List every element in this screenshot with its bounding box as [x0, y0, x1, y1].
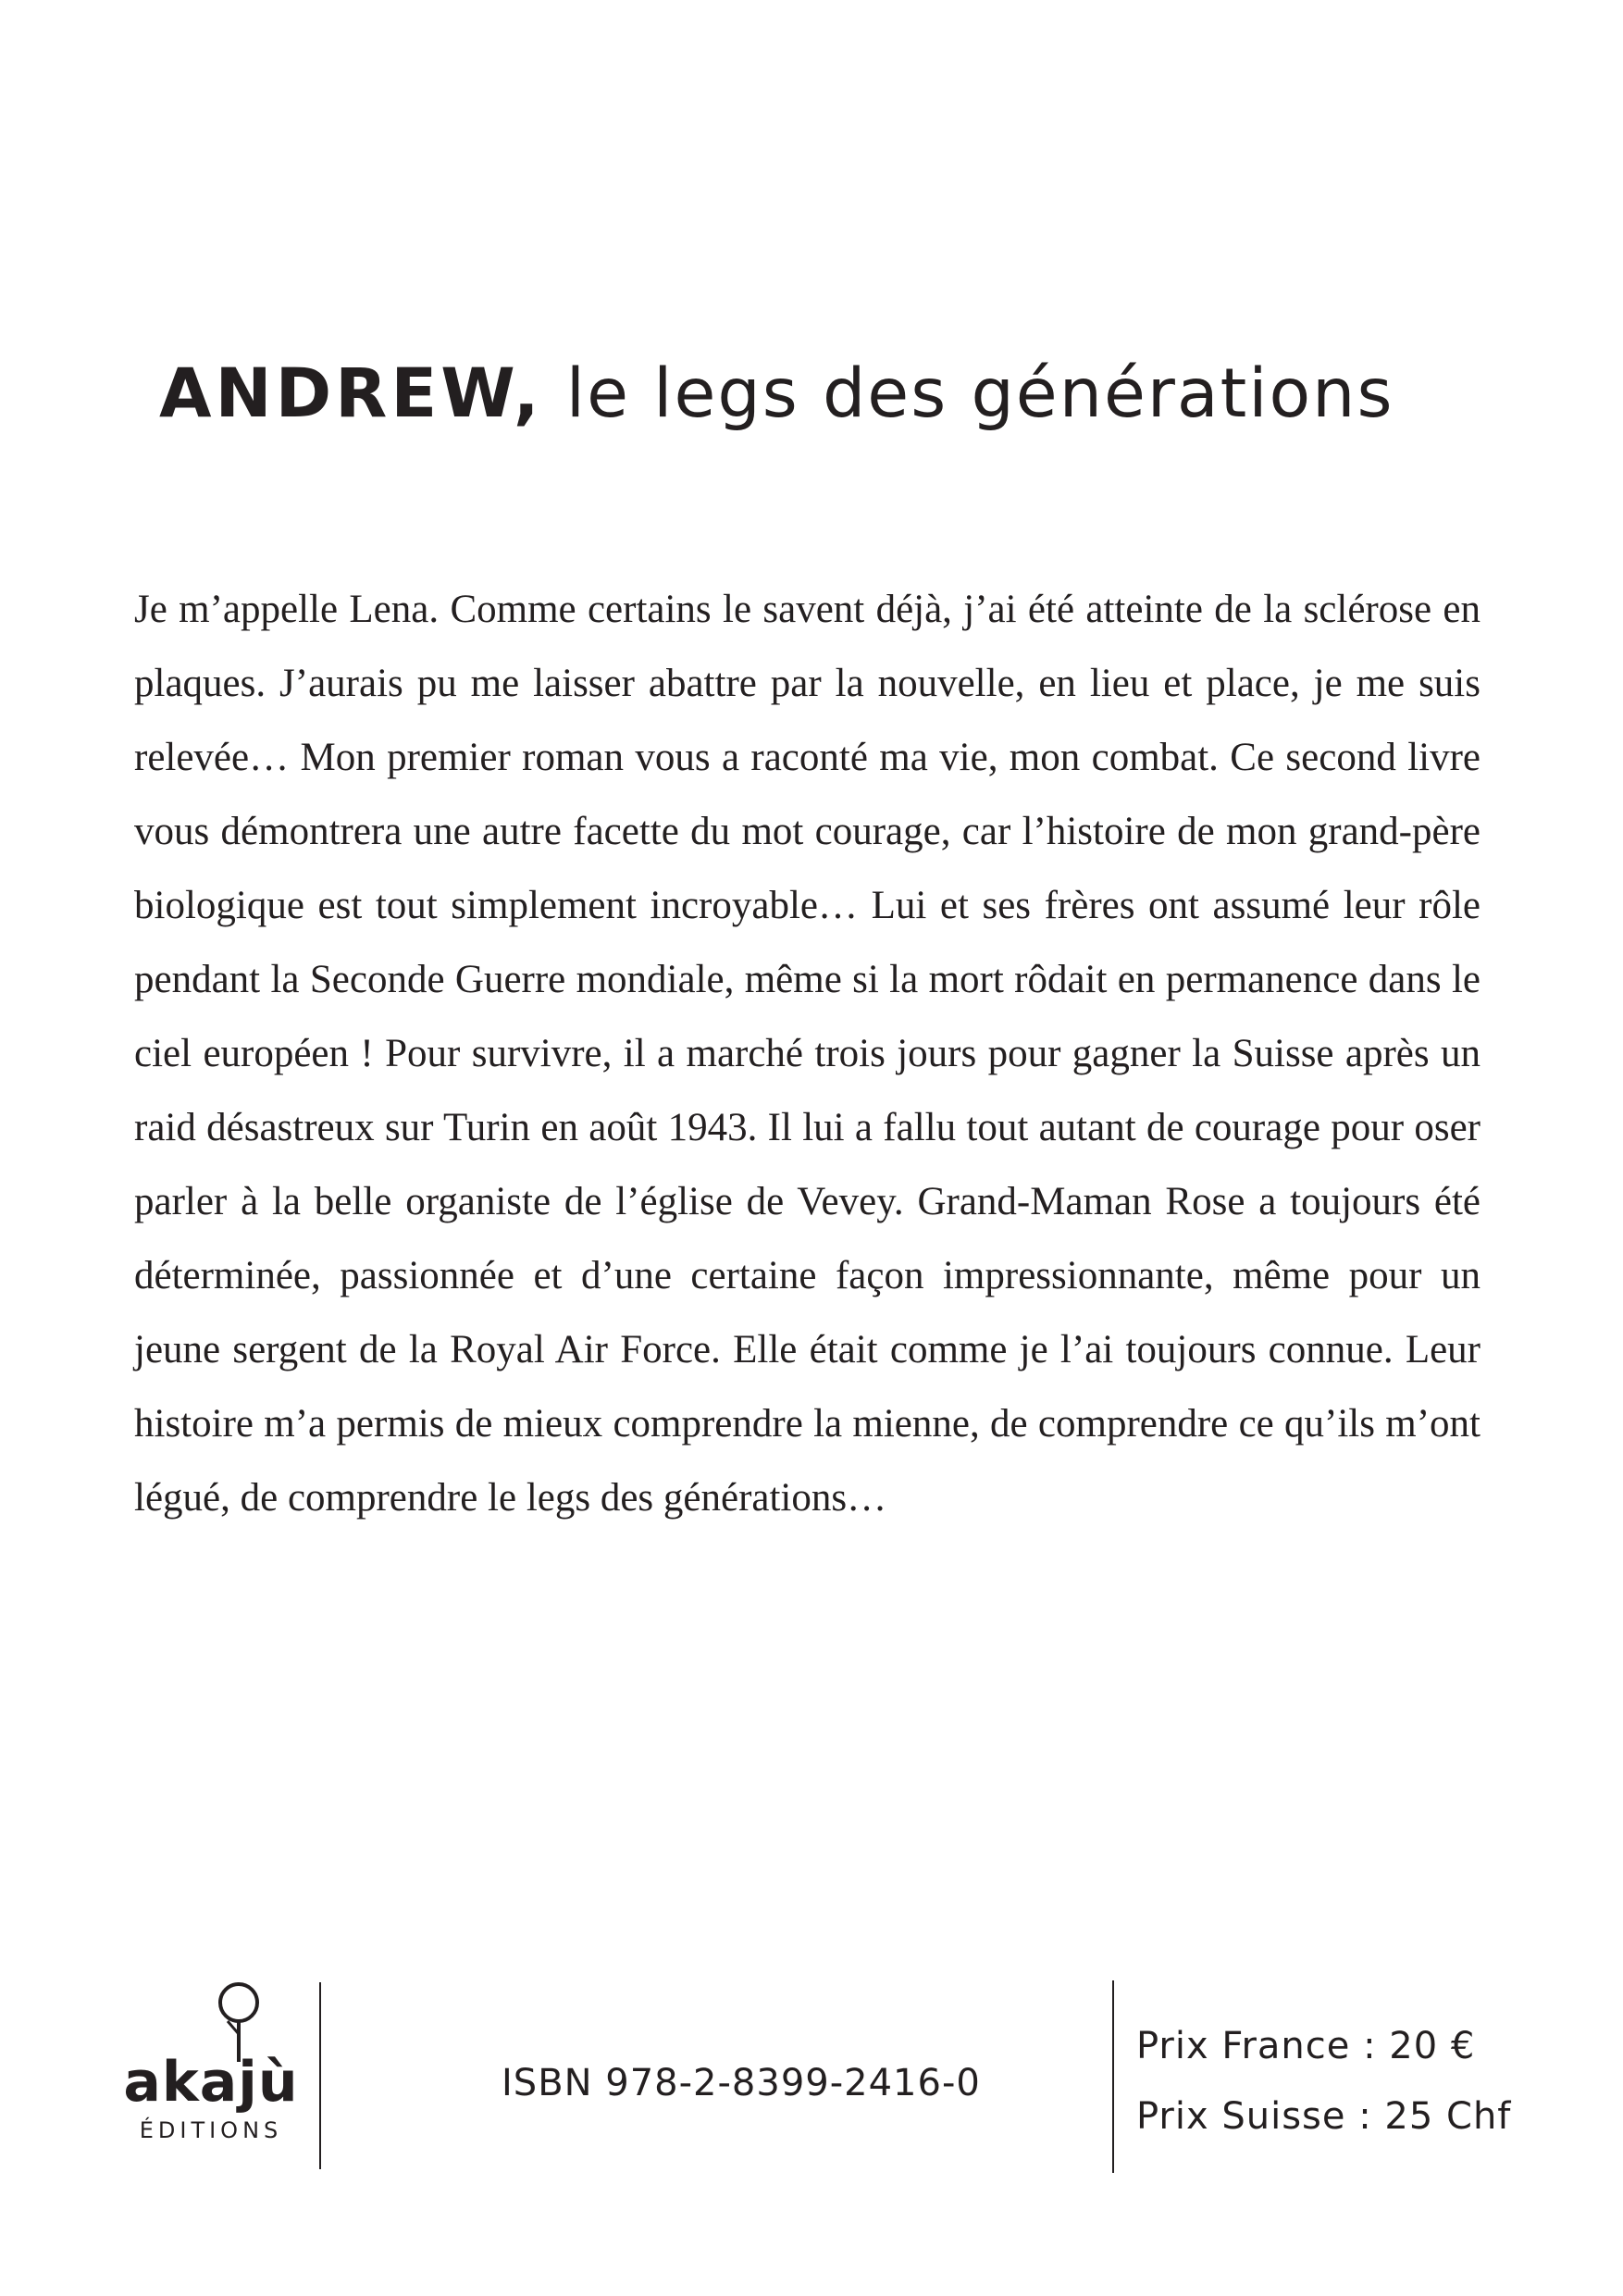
- divider-right: [1112, 1980, 1114, 2173]
- publisher-logo: [118, 1980, 315, 2184]
- divider-left: [319, 1982, 321, 2169]
- book-title: [159, 354, 1394, 435]
- title-name: ANDREW,: [159, 354, 543, 433]
- publisher-subtitle: ÉDITIONS: [139, 2117, 283, 2143]
- publisher-name: akajù: [123, 2050, 299, 2115]
- back-cover-blurb: Je m’appelle Lena. Comme certains le savent déjà, j’ai été atteinte de la sclérose en plaques. J’aurais pu me laisser abattre par la nouvelle, en lieu et place, je me suis relevée… Mon premier roman vous a raconté ma vie, mon combat. Ce second livre vous démontrera une autre facette du mot courage, car l’histoire de mon grand-père biologique est tout simplement incroyable… Lui et ses frères ont assumé leur rôle pendant la Seconde Guerre mondiale, même si la mort rôdait en permanence dans le ciel européen ! Pour survivre, il a marché trois jours pour gagner la Suisse après un raid désastreux sur Turin en août 1943. Il lui a fallu tout autant de courage pour oser parler à la belle organiste de l’église de Vevey. Grand-Maman Rose a toujours été déterminée, passionnée et d’une certaine façon impressionnante, même pour un jeune sergent de la Royal Air Force. Elle était comme je l’ai toujours connue. Leur histoire m’a permis de mieux comprendre la mienne, de comprendre ce qu’ils m’ont légué, de comprendre le legs des générations…: [134, 588, 1481, 1520]
- price-suisse: Prix Suisse : 25 Chf: [1136, 2095, 1512, 2138]
- isbn-label: ISBN 978-2-8399-2416-0: [502, 2062, 981, 2104]
- price-france: Prix France : 20 €: [1136, 2025, 1476, 2067]
- title-subtitle: le legs des générations: [542, 354, 1394, 433]
